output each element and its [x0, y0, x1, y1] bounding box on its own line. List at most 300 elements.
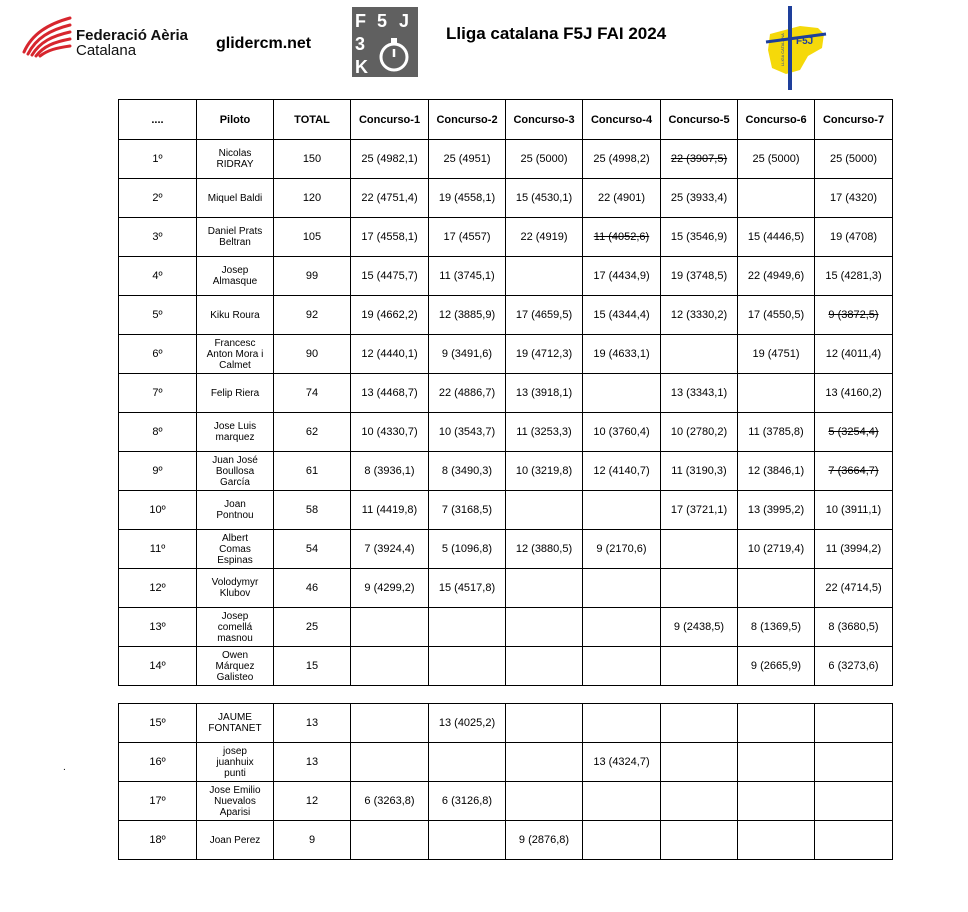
- table-row: [119, 335, 893, 374]
- position-cell: 13º: [119, 608, 197, 647]
- total-cell: 99: [274, 257, 351, 296]
- discarded-score: 7 (3664,7): [828, 465, 879, 477]
- contest-score: 19 (4712,3): [515, 348, 573, 360]
- table-header-row: [119, 100, 893, 140]
- contest-score-cell: [429, 743, 506, 782]
- table-row: [119, 140, 893, 179]
- contest-score: 15 (4530,1): [515, 192, 573, 204]
- table-row: [119, 413, 893, 452]
- federation-text-block: [76, 28, 188, 58]
- total-cell: 58: [274, 491, 351, 530]
- total-cell: 13: [274, 743, 351, 782]
- contest-score-cell: [506, 743, 583, 782]
- f5j-logo-char-4: 3: [355, 34, 366, 54]
- contest-score-cell: [429, 452, 506, 491]
- contest-score-cell: [429, 491, 506, 530]
- contest-score-cell: [429, 296, 506, 335]
- table-row: [119, 296, 893, 335]
- contest-score: 25 (5000): [829, 153, 878, 165]
- contest-score-cell: [351, 569, 429, 608]
- contest-score: 10 (3219,8): [515, 465, 573, 477]
- contest-score-cell: [351, 530, 429, 569]
- plane-logo-subtext: LLIGA CATALANA: [780, 33, 785, 66]
- pilot-name-line: Comas: [219, 543, 251, 555]
- total-cell: 9: [274, 821, 351, 860]
- pilot-name-line: Márquez: [215, 660, 255, 672]
- stopwatch-icon: [381, 38, 407, 70]
- contest-score-cell: [661, 218, 738, 257]
- contest-score: 15 (3546,9): [670, 231, 728, 243]
- pilot-name-line: Daniel Prats: [207, 226, 263, 237]
- discarded-score: 22 (3907,5): [670, 153, 728, 165]
- contest-score-cell: [661, 179, 738, 218]
- contest-score: 11 (3253,3): [516, 426, 572, 438]
- total-cell: 120: [274, 179, 351, 218]
- contest-score-cell: [429, 140, 506, 179]
- pilot-name-line: Joan Perez: [209, 834, 261, 846]
- contest-score: 19 (4558,1): [438, 192, 496, 204]
- contest-score: 9 (2665,9): [750, 660, 802, 672]
- total-cell: 15: [274, 647, 351, 686]
- contest-score-cell: [429, 413, 506, 452]
- contest-score-cell: [429, 257, 506, 296]
- contest-score-cell: [815, 647, 893, 686]
- column-header: Concurso-2: [429, 100, 506, 140]
- contest-score-cell: [351, 491, 429, 530]
- contest-score: 8 (1369,5): [750, 621, 802, 633]
- pilot-name-line: marquez: [215, 432, 255, 443]
- pilot-cell: [197, 569, 274, 608]
- contest-score-cell: [351, 218, 429, 257]
- stray-mark: .: [63, 762, 66, 773]
- contest-score-cell: [351, 743, 429, 782]
- position-cell: 7º: [119, 374, 197, 413]
- contest-score: 15 (4475,7): [361, 270, 418, 282]
- contest-score-cell: [351, 179, 429, 218]
- table-row: [119, 218, 893, 257]
- contest-score: 17 (3721,1): [670, 504, 728, 516]
- contest-score-cell: [583, 704, 661, 743]
- contest-score-cell: [506, 821, 583, 860]
- pilot-name-line: comellá: [217, 621, 253, 633]
- contest-score: 12 (4140,7): [593, 465, 650, 477]
- contest-score: 12 (4011,4): [825, 348, 882, 360]
- contest-score: 13 (4025,2): [438, 717, 496, 729]
- position-cell: 5º: [119, 296, 197, 335]
- total-cell: 61: [274, 452, 351, 491]
- contest-score-cell: [506, 218, 583, 257]
- table-row: [119, 452, 893, 491]
- position-cell: 16º: [119, 743, 197, 782]
- pilot-name-line: Volodymyr: [211, 577, 259, 588]
- contest-score: 12 (3885,9): [438, 309, 496, 321]
- contest-score-cell: [738, 296, 815, 335]
- pilot-cell: [197, 530, 274, 569]
- contest-score-cell: [815, 218, 893, 257]
- contest-score-cell: [429, 335, 506, 374]
- contest-score: 19 (4662,2): [361, 309, 418, 321]
- pilot-cell: [197, 491, 274, 530]
- contest-score-cell: [738, 218, 815, 257]
- total-cell: 13: [274, 704, 351, 743]
- pilot-name-line: Jose Emilio: [209, 784, 261, 796]
- position-cell: 15º: [119, 704, 197, 743]
- contest-score-cell: [815, 257, 893, 296]
- federation-name: Federació Aèria: [76, 27, 188, 44]
- contest-score-cell: [738, 704, 815, 743]
- column-header: Concurso-7: [815, 100, 893, 140]
- contest-score: 22 (4901): [597, 192, 646, 204]
- contest-score: 25 (5000): [520, 153, 568, 165]
- contest-score: 25 (4998,2): [593, 153, 650, 165]
- position-cell: 10º: [119, 491, 197, 530]
- position-cell: 1º: [119, 140, 197, 179]
- contest-score: 19 (4751): [752, 348, 800, 360]
- contest-score-cell: [351, 374, 429, 413]
- contest-score-cell: [738, 608, 815, 647]
- contest-score-cell: [429, 218, 506, 257]
- contest-score: 19 (4633,1): [593, 348, 650, 360]
- contest-score-cell: [506, 530, 583, 569]
- pilot-name-line: Juan José: [212, 454, 258, 466]
- pilot-cell: [197, 452, 274, 491]
- contest-score: 8 (3490,3): [441, 465, 493, 477]
- position-cell: 6º: [119, 335, 197, 374]
- pilot-name-line: Beltran: [219, 237, 251, 248]
- contest-score: 19 (3748,5): [670, 270, 728, 282]
- contest-score-cell: [661, 140, 738, 179]
- contest-score-cell: [583, 608, 661, 647]
- contest-score: 10 (3543,7): [438, 426, 496, 438]
- contest-score-cell: [506, 335, 583, 374]
- contest-score: 13 (3918,1): [515, 387, 573, 399]
- contest-score: 7 (3924,4): [364, 543, 415, 555]
- contest-score: 10 (3911,1): [825, 504, 882, 516]
- contest-score: 5 (1096,8): [441, 543, 493, 555]
- contest-score: 17 (4550,5): [747, 309, 805, 321]
- pilot-name-line: masnou: [217, 632, 253, 644]
- pilot-cell: [197, 335, 274, 374]
- contest-score: 13 (4468,7): [361, 387, 418, 399]
- pilot-cell: [197, 413, 274, 452]
- contest-score-cell: [815, 179, 893, 218]
- contest-score-cell: [351, 257, 429, 296]
- contest-score: 9 (2876,8): [518, 834, 570, 846]
- contest-score: 25 (5000): [752, 153, 800, 165]
- contest-score: 17 (4558,1): [361, 231, 418, 243]
- position-cell: 2º: [119, 179, 197, 218]
- table-row: [119, 782, 893, 821]
- contest-score: 8 (3680,5): [828, 621, 879, 633]
- contest-score-cell: [351, 140, 429, 179]
- pilot-cell: [197, 179, 274, 218]
- contest-score-cell: [815, 140, 893, 179]
- contest-score-cell: [506, 140, 583, 179]
- pilot-cell: [197, 743, 274, 782]
- standings-table: [118, 99, 893, 686]
- contest-score: 17 (4320): [829, 192, 878, 204]
- contest-score: 7 (3168,5): [441, 504, 493, 516]
- contest-score: 10 (3760,4): [593, 426, 650, 438]
- pilot-name-line: punti: [224, 767, 246, 779]
- position-cell: 18º: [119, 821, 197, 860]
- contest-score-cell: [661, 413, 738, 452]
- contest-score-cell: [429, 821, 506, 860]
- column-header: Piloto: [197, 100, 274, 140]
- contest-score-cell: [429, 704, 506, 743]
- pilot-name-line: Galisteo: [216, 671, 254, 683]
- contest-score-cell: [583, 413, 661, 452]
- contest-score-cell: [815, 296, 893, 335]
- contest-score: 22 (4886,7): [438, 387, 496, 399]
- document-title: Lliga catalana F5J FAI 2024: [446, 24, 667, 43]
- table-row: [119, 257, 893, 296]
- contest-score-cell: [583, 140, 661, 179]
- pilot-name-line: JAUME: [218, 712, 252, 723]
- contest-score-cell: [351, 821, 429, 860]
- contest-score-cell: [583, 647, 661, 686]
- contest-score-cell: [815, 374, 893, 413]
- contest-score-cell: [661, 821, 738, 860]
- contest-score: 12 (3880,5): [515, 543, 573, 555]
- contest-score-cell: [429, 530, 506, 569]
- standings-table-extra: [118, 703, 893, 860]
- position-cell: 3º: [119, 218, 197, 257]
- contest-score: 9 (2438,5): [673, 621, 725, 633]
- pilot-name-line: Josep: [221, 265, 249, 276]
- pilot-name-line: Pontnou: [216, 510, 254, 521]
- contest-score-cell: [351, 335, 429, 374]
- discarded-score: 5 (3254,4): [828, 426, 879, 438]
- pilot-name-line: juanhuix: [216, 756, 254, 768]
- lliga-catalana-plane-logo-icon: [760, 4, 830, 92]
- contest-score: 15 (4446,5): [747, 231, 805, 243]
- contest-score-cell: [351, 296, 429, 335]
- pilot-name-line: Kiku Roura: [210, 309, 260, 321]
- contest-score: 25 (4982,1): [361, 153, 418, 165]
- contest-score: 17 (4557): [443, 231, 491, 243]
- pilot-name-line: García: [219, 476, 250, 488]
- pilot-name-line: Boullosa: [215, 465, 255, 477]
- contest-score: 25 (3933,4): [670, 192, 728, 204]
- contest-score: 11 (3745,1): [439, 270, 495, 282]
- total-cell: 12: [274, 782, 351, 821]
- pilot-name-line: Espinas: [217, 554, 253, 566]
- contest-score-cell: [815, 452, 893, 491]
- table-row: [119, 704, 893, 743]
- contest-score-cell: [661, 743, 738, 782]
- contest-score-cell: [506, 782, 583, 821]
- pilot-cell: [197, 140, 274, 179]
- contest-score: 25 (4951): [443, 153, 491, 165]
- pilot-name-line: Miquel Baldi: [207, 192, 263, 204]
- table-row: [119, 743, 893, 782]
- contest-score-cell: [429, 608, 506, 647]
- contest-score-cell: [738, 179, 815, 218]
- contest-score-cell: [583, 569, 661, 608]
- contest-score: 6 (3126,8): [441, 795, 493, 807]
- pilot-cell: [197, 704, 274, 743]
- contest-score-cell: [506, 569, 583, 608]
- contest-score-cell: [429, 647, 506, 686]
- federation-sub: Catalana: [76, 42, 137, 59]
- f5j-logo-char-3: J: [399, 11, 410, 31]
- contest-score-cell: [738, 782, 815, 821]
- column-header: TOTAL: [274, 100, 351, 140]
- contest-score: 6 (3263,8): [364, 795, 415, 807]
- contest-score-cell: [661, 704, 738, 743]
- contest-score-cell: [583, 782, 661, 821]
- position-cell: 17º: [119, 782, 197, 821]
- contest-score: 11 (4419,8): [361, 504, 418, 516]
- contest-score: 17 (4434,9): [593, 270, 650, 282]
- contest-score-cell: [429, 179, 506, 218]
- discarded-score: 9 (3872,5): [828, 309, 879, 321]
- position-cell: 11º: [119, 530, 197, 569]
- total-cell: 92: [274, 296, 351, 335]
- pilot-name-line: Albert: [221, 532, 249, 544]
- column-header: ....: [119, 100, 197, 140]
- contest-score-cell: [351, 704, 429, 743]
- contest-score-cell: [583, 821, 661, 860]
- contest-score: 17 (4659,5): [515, 309, 573, 321]
- column-header: Concurso-3: [506, 100, 583, 140]
- contest-score-cell: [738, 491, 815, 530]
- table-row: [119, 374, 893, 413]
- contest-score-cell: [815, 743, 893, 782]
- position-cell: 12º: [119, 569, 197, 608]
- total-cell: 54: [274, 530, 351, 569]
- pilot-name-line: FONTANET: [208, 723, 262, 734]
- f5j-logo-char-2: 5: [377, 11, 388, 31]
- contest-score: 22 (4919): [520, 231, 568, 243]
- pilot-name-line: RIDRAY: [216, 159, 254, 170]
- contest-score-cell: [506, 608, 583, 647]
- table-row: [119, 647, 893, 686]
- contest-score-cell: [738, 647, 815, 686]
- f5j-logo-char-1: F: [355, 11, 366, 31]
- contest-score-cell: [506, 296, 583, 335]
- column-header: Concurso-1: [351, 100, 429, 140]
- pilot-name-line: Nuevalos: [214, 795, 256, 807]
- column-header: Concurso-6: [738, 100, 815, 140]
- contest-score-cell: [738, 335, 815, 374]
- contest-score-cell: [815, 608, 893, 647]
- contest-score: 10 (4330,7): [361, 426, 418, 438]
- contest-score-cell: [506, 179, 583, 218]
- contest-score-cell: [815, 821, 893, 860]
- total-cell: 46: [274, 569, 351, 608]
- total-cell: 62: [274, 413, 351, 452]
- contest-score-cell: [583, 743, 661, 782]
- contest-score: 9 (4299,2): [364, 582, 415, 594]
- contest-score: 11 (3190,3): [671, 465, 727, 477]
- pilot-cell: [197, 296, 274, 335]
- total-cell: 105: [274, 218, 351, 257]
- contest-score-cell: [738, 140, 815, 179]
- contest-score: 15 (4517,8): [438, 582, 496, 594]
- contest-score-cell: [583, 335, 661, 374]
- contest-score-cell: [661, 569, 738, 608]
- contest-score-cell: [351, 452, 429, 491]
- pilot-cell: [197, 821, 274, 860]
- total-cell: 74: [274, 374, 351, 413]
- contest-score-cell: [815, 491, 893, 530]
- table-row: [119, 530, 893, 569]
- contest-score: 12 (3330,2): [670, 309, 728, 321]
- contest-score-cell: [661, 782, 738, 821]
- pilot-name-line: Nicolas: [218, 148, 252, 159]
- page-header: [0, 0, 968, 95]
- contest-score-cell: [351, 608, 429, 647]
- contest-score-cell: [583, 179, 661, 218]
- contest-score-cell: [506, 257, 583, 296]
- contest-score-cell: [583, 491, 661, 530]
- contest-score-cell: [738, 743, 815, 782]
- contest-score-cell: [738, 257, 815, 296]
- contest-score: 11 (3785,8): [748, 426, 804, 438]
- f5j-logo-char-5: K: [355, 57, 368, 77]
- contest-score: 13 (4324,7): [593, 756, 650, 768]
- contest-score: 11 (3994,2): [825, 543, 882, 555]
- contest-score-cell: [583, 374, 661, 413]
- contest-score-cell: [583, 218, 661, 257]
- pilot-name-line: Calmet: [219, 359, 251, 371]
- table-row: [119, 179, 893, 218]
- contest-score-cell: [506, 374, 583, 413]
- contest-score: 22 (4714,5): [825, 582, 882, 594]
- contest-score-cell: [738, 413, 815, 452]
- pilot-name-line: Anton Mora i: [206, 348, 264, 360]
- contest-score: 15 (4281,3): [825, 270, 882, 282]
- contest-score-cell: [738, 569, 815, 608]
- pilot-name-line: Josep: [221, 610, 249, 622]
- contest-score: 15 (4344,4): [593, 309, 650, 321]
- contest-score-cell: [506, 491, 583, 530]
- website-text: glidercm.net: [216, 35, 312, 52]
- total-cell: 90: [274, 335, 351, 374]
- position-cell: 8º: [119, 413, 197, 452]
- contest-score: 6 (3273,6): [828, 660, 879, 672]
- contest-score: 9 (2170,6): [596, 543, 647, 555]
- contest-score-cell: [661, 257, 738, 296]
- contest-score-cell: [661, 608, 738, 647]
- contest-score-cell: [506, 452, 583, 491]
- contest-score-cell: [661, 452, 738, 491]
- table-row: [119, 491, 893, 530]
- position-cell: 9º: [119, 452, 197, 491]
- contest-score-cell: [661, 491, 738, 530]
- contest-score-cell: [738, 452, 815, 491]
- pilot-name-line: josep: [223, 745, 247, 757]
- contest-score-cell: [583, 452, 661, 491]
- contest-score: 12 (3846,1): [747, 465, 805, 477]
- pilot-cell: [197, 218, 274, 257]
- pilot-name-line: Almasque: [212, 276, 258, 287]
- pilot-name-line: Francesc: [214, 337, 256, 349]
- plane-yellow-shape: [768, 26, 824, 74]
- contest-score-cell: [661, 335, 738, 374]
- pilot-cell: [197, 257, 274, 296]
- pilot-cell: [197, 782, 274, 821]
- pilot-name-line: Klubov: [219, 588, 251, 599]
- contest-score-cell: [738, 821, 815, 860]
- contest-score-cell: [351, 413, 429, 452]
- column-header: Concurso-5: [661, 100, 738, 140]
- contest-score: 9 (3491,6): [441, 348, 493, 360]
- contest-score-cell: [429, 782, 506, 821]
- total-cell: 150: [274, 140, 351, 179]
